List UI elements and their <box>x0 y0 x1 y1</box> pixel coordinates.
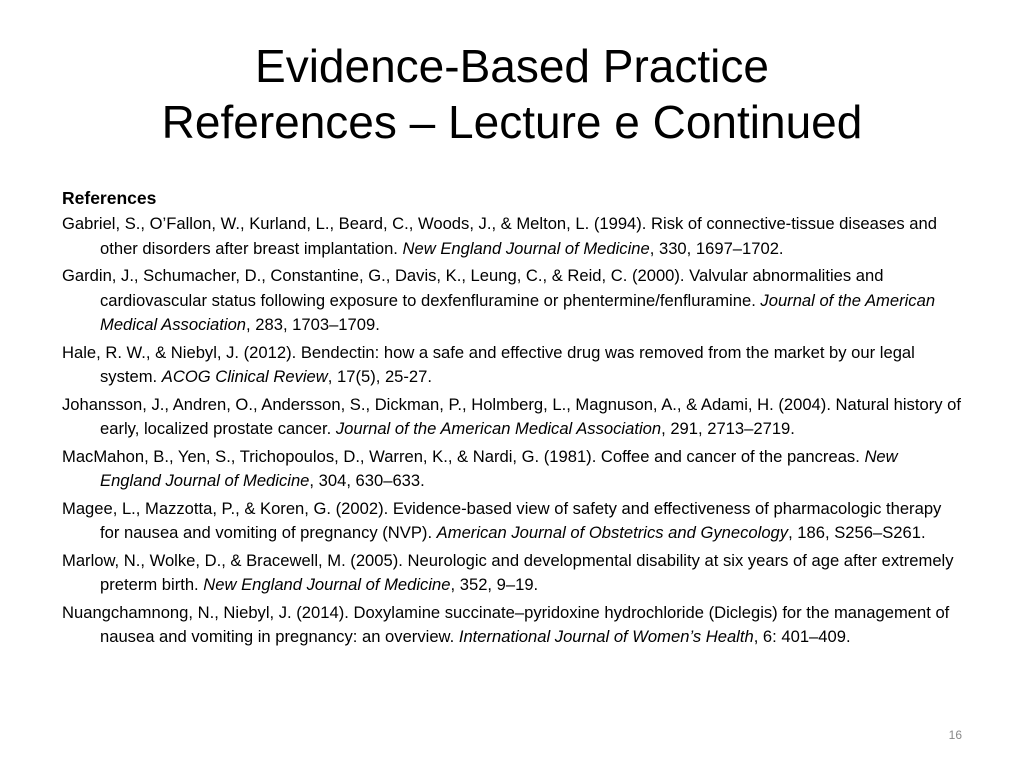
reference-item <box>62 497 962 546</box>
reference-journal: International Journal of Women’s Health <box>458 627 754 646</box>
reference-text: Magee, L., Mazzotta, P., & Koren, G. (2002). Evidence-based view of safety and effectiveness of pharmacologic therapy for nausea and vomiting of pregnancy (NVP). <box>62 498 942 542</box>
reference-text: Johansson, J., Andren, O., Andersson, S., Dickman, P., Holmberg, L., Magnuson, A., & Adami, H. (2004). Natural history of early, localized prostate cancer. <box>62 394 961 438</box>
page-number: 16 <box>948 728 962 742</box>
reference-journal: New England Journal of Medicine <box>203 575 451 594</box>
reference-text: Marlow, N., Wolke, D., & Bracewell, M. (2005). Neurologic and developmental disability at six years of age after extremely preterm birth. <box>62 550 954 594</box>
reference-journal: American Journal of Obstetrics and Gynecology <box>436 523 789 542</box>
reference-journal: Journal of the American Medical Association <box>335 419 662 438</box>
reference-item <box>62 264 962 338</box>
reference-details: , 304, 630–633. <box>309 471 425 490</box>
reference-item <box>62 393 962 442</box>
reference-journal: New England Journal of Medicine <box>402 238 650 258</box>
reference-text: Gardin, J., Schumacher, D., Constantine, G., Davis, K., Leung, C., & Reid, C. (2000). Valvular abnormalities and cardiovascular status following exposure to dexfenfluramine or phentermine/fenfluramine. <box>62 266 884 310</box>
reference-text: Hale, R. W., & Niebyl, J. (2012). Bendectin: how a safe and effective drug was removed from the market by our legal system. <box>62 342 915 386</box>
reference-text: Nuangchamnong, N., Niebyl, J. (2014). Doxylamine succinate–pyridoxine hydrochloride (Diclegis) for the management of nausea and vomiting in pregnancy: an overview. <box>62 602 950 646</box>
reference-journal: ACOG Clinical Review <box>161 367 328 386</box>
reference-details: , 352, 9–19. <box>450 575 539 594</box>
reference-text: Gabriel, S., O’Fallon, W., Kurland, L., Beard, C., Woods, J., & Melton, L. (1994). Risk of connective-tissue diseases and other disorders after breast implantation. <box>62 214 937 258</box>
reference-text: MacMahon, B., Yen, S., Trichopoulos, D., Warren, K., & Nardi, G. (1981). Coffee and cancer of the pancreas. <box>62 446 865 466</box>
reference-journal: New England Journal of Medicine <box>100 446 898 490</box>
reference-item <box>62 549 962 598</box>
reference-details: , 283, 1703–1709. <box>246 315 380 334</box>
references-body <box>62 186 962 653</box>
reference-item <box>62 341 962 390</box>
reference-details: , 186, S256–S261. <box>788 523 926 542</box>
reference-details: , 17(5), 25-27. <box>327 367 432 386</box>
reference-details: , 291, 2713–2719. <box>661 419 795 438</box>
slide-title-line-1: Evidence-Based Practice <box>255 40 769 92</box>
references-heading: References <box>62 188 157 208</box>
reference-details: , 330, 1697–1702. <box>649 238 784 258</box>
reference-item <box>62 601 962 650</box>
slide-title-line-2: References – Lecture e Continued <box>161 96 863 148</box>
slide-title <box>0 38 1024 150</box>
reference-details: , 6: 401–409. <box>753 627 851 646</box>
reference-journal: Journal of the American Medical Association <box>100 290 936 334</box>
reference-item <box>62 445 962 494</box>
reference-item <box>62 212 962 261</box>
